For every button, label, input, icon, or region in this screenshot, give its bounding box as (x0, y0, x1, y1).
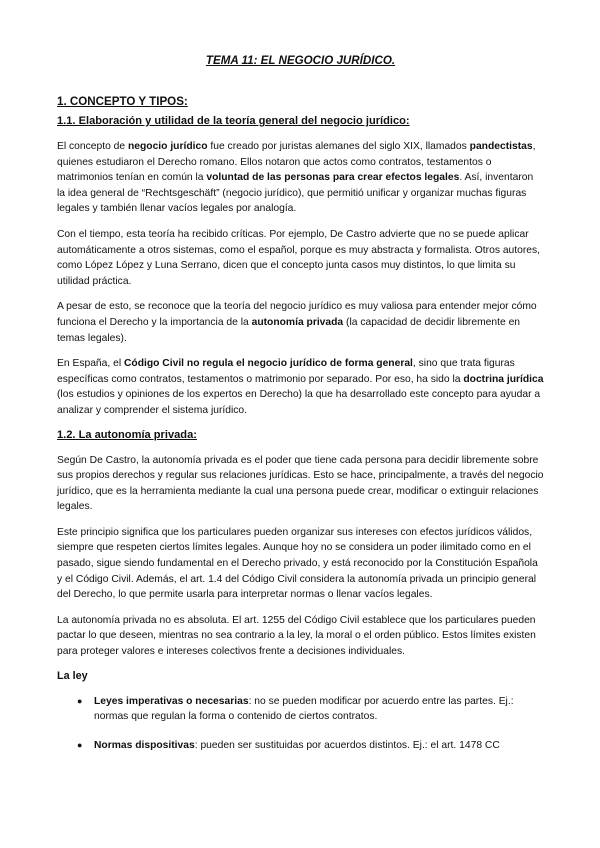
section-heading-concepto: 1. CONCEPTO Y TIPOS: (57, 95, 188, 108)
paragraph-origen: El concepto de negocio jurídico fue creado por juristas alemanes del siglo XIX, llamados pandectistas, quienes estudiaron el Derecho romano. Ellos notaron que actos como contratos, testamentos o matrimonios tenían en común la voluntad de las personas para crear efectos legales. Así, inventaron la idea general de “Rechtsgeschäft” (negocio jurídico), que permitió unificar y organizar muchas figuras legales y también llenar vacíos legales por analogía. (57, 141, 536, 215)
paragraph-valor: A pesar de esto, se reconoce que la teoría del negocio jurídico es muy valiosa para entender mejor cómo funciona el Derecho y la importancia de la autonomía privada (la capacidad de decidir libremente en temas legales). (57, 301, 537, 344)
bullet-icon: ● (77, 695, 83, 706)
law-types-list (57, 694, 544, 754)
paragraph-definicion: Según De Castro, la autonomía privada es el poder que tiene cada persona para decidir libremente sobre sus propios derechos y regular sus relaciones jurídicas. Esto se hace, principalmente, a través del negocio jurídico, que es la herramienta mediante la cual una persona puede crear, modificar o extinguir relaciones legales. (57, 454, 544, 513)
page-title: TEMA 11: EL NEGOCIO JURÍDICO. (205, 54, 396, 67)
subsection-heading-1-1: 1.1. Elaboración y utilidad de la teoría general del negocio jurídico: (57, 115, 410, 127)
list-label-la-ley: La ley (57, 669, 88, 682)
paragraph-espana: En España, el Código Civil no regula el negocio jurídico de forma general, sino que trata figuras específicas como contratos, testamentos o matrimonio por separado. Por eso, ha sido la doctrina jurídica (los estudios y opiniones de los expertos en Derecho) la que ha desarrollado este concepto para ayudar a analizar y comprender el sistema jurídico. (57, 358, 544, 416)
list-item: ● Leyes imperativas o necesarias: no se pueden modificar por acuerdo entre las partes. Ej.: normas que regulan la forma o contenido de ciertos contratos. (77, 695, 514, 723)
paragraph-criticas: Con el tiempo, esta teoría ha recibido críticas. Por ejemplo, De Castro advierte que no se puede aplicar automáticamente a otros sistemas, como el español, porque es muy abstracta y formalista. Otros autores, como López López y Luna Serrano, dicen que el concepto junta casos muy distintos, lo que limita su utilidad práctica. (57, 228, 541, 287)
bullet-icon: ● (77, 739, 83, 750)
paragraph-principio: Este principio significa que los particulares pueden organizar sus intereses con efectos jurídicos válidos, siempre que respeten ciertos límites legales. Aunque hoy no se considera un poder ilimitado como en el pasado, sigue siendo fundamental en el Derecho privado, y está reconocido por la Constitución Española y el Código Civil. Además, el art. 1.4 del Código Civil considera la autonomía privada un principio general del Derecho, lo que permite usarla para interpretar normas o llenar vacíos legales. (57, 526, 538, 601)
paragraph-limites: La autonomía privada no es absoluta. El art. 1255 del Código Civil establece que los particulares pueden pactar lo que deseen, mientras no sea contrario a la ley, la moral o el orden público. Estos límites existen para proteger valores e intereses colectivos frente a decisiones individuales. (57, 614, 536, 658)
subsection-heading-1-2: 1.2. La autonomía privada: (57, 428, 197, 441)
list-item: ● Normas dispositivas: pueden ser sustituidas por acuerdos distintos. Ej.: el art. 1478 CC (80, 738, 544, 754)
